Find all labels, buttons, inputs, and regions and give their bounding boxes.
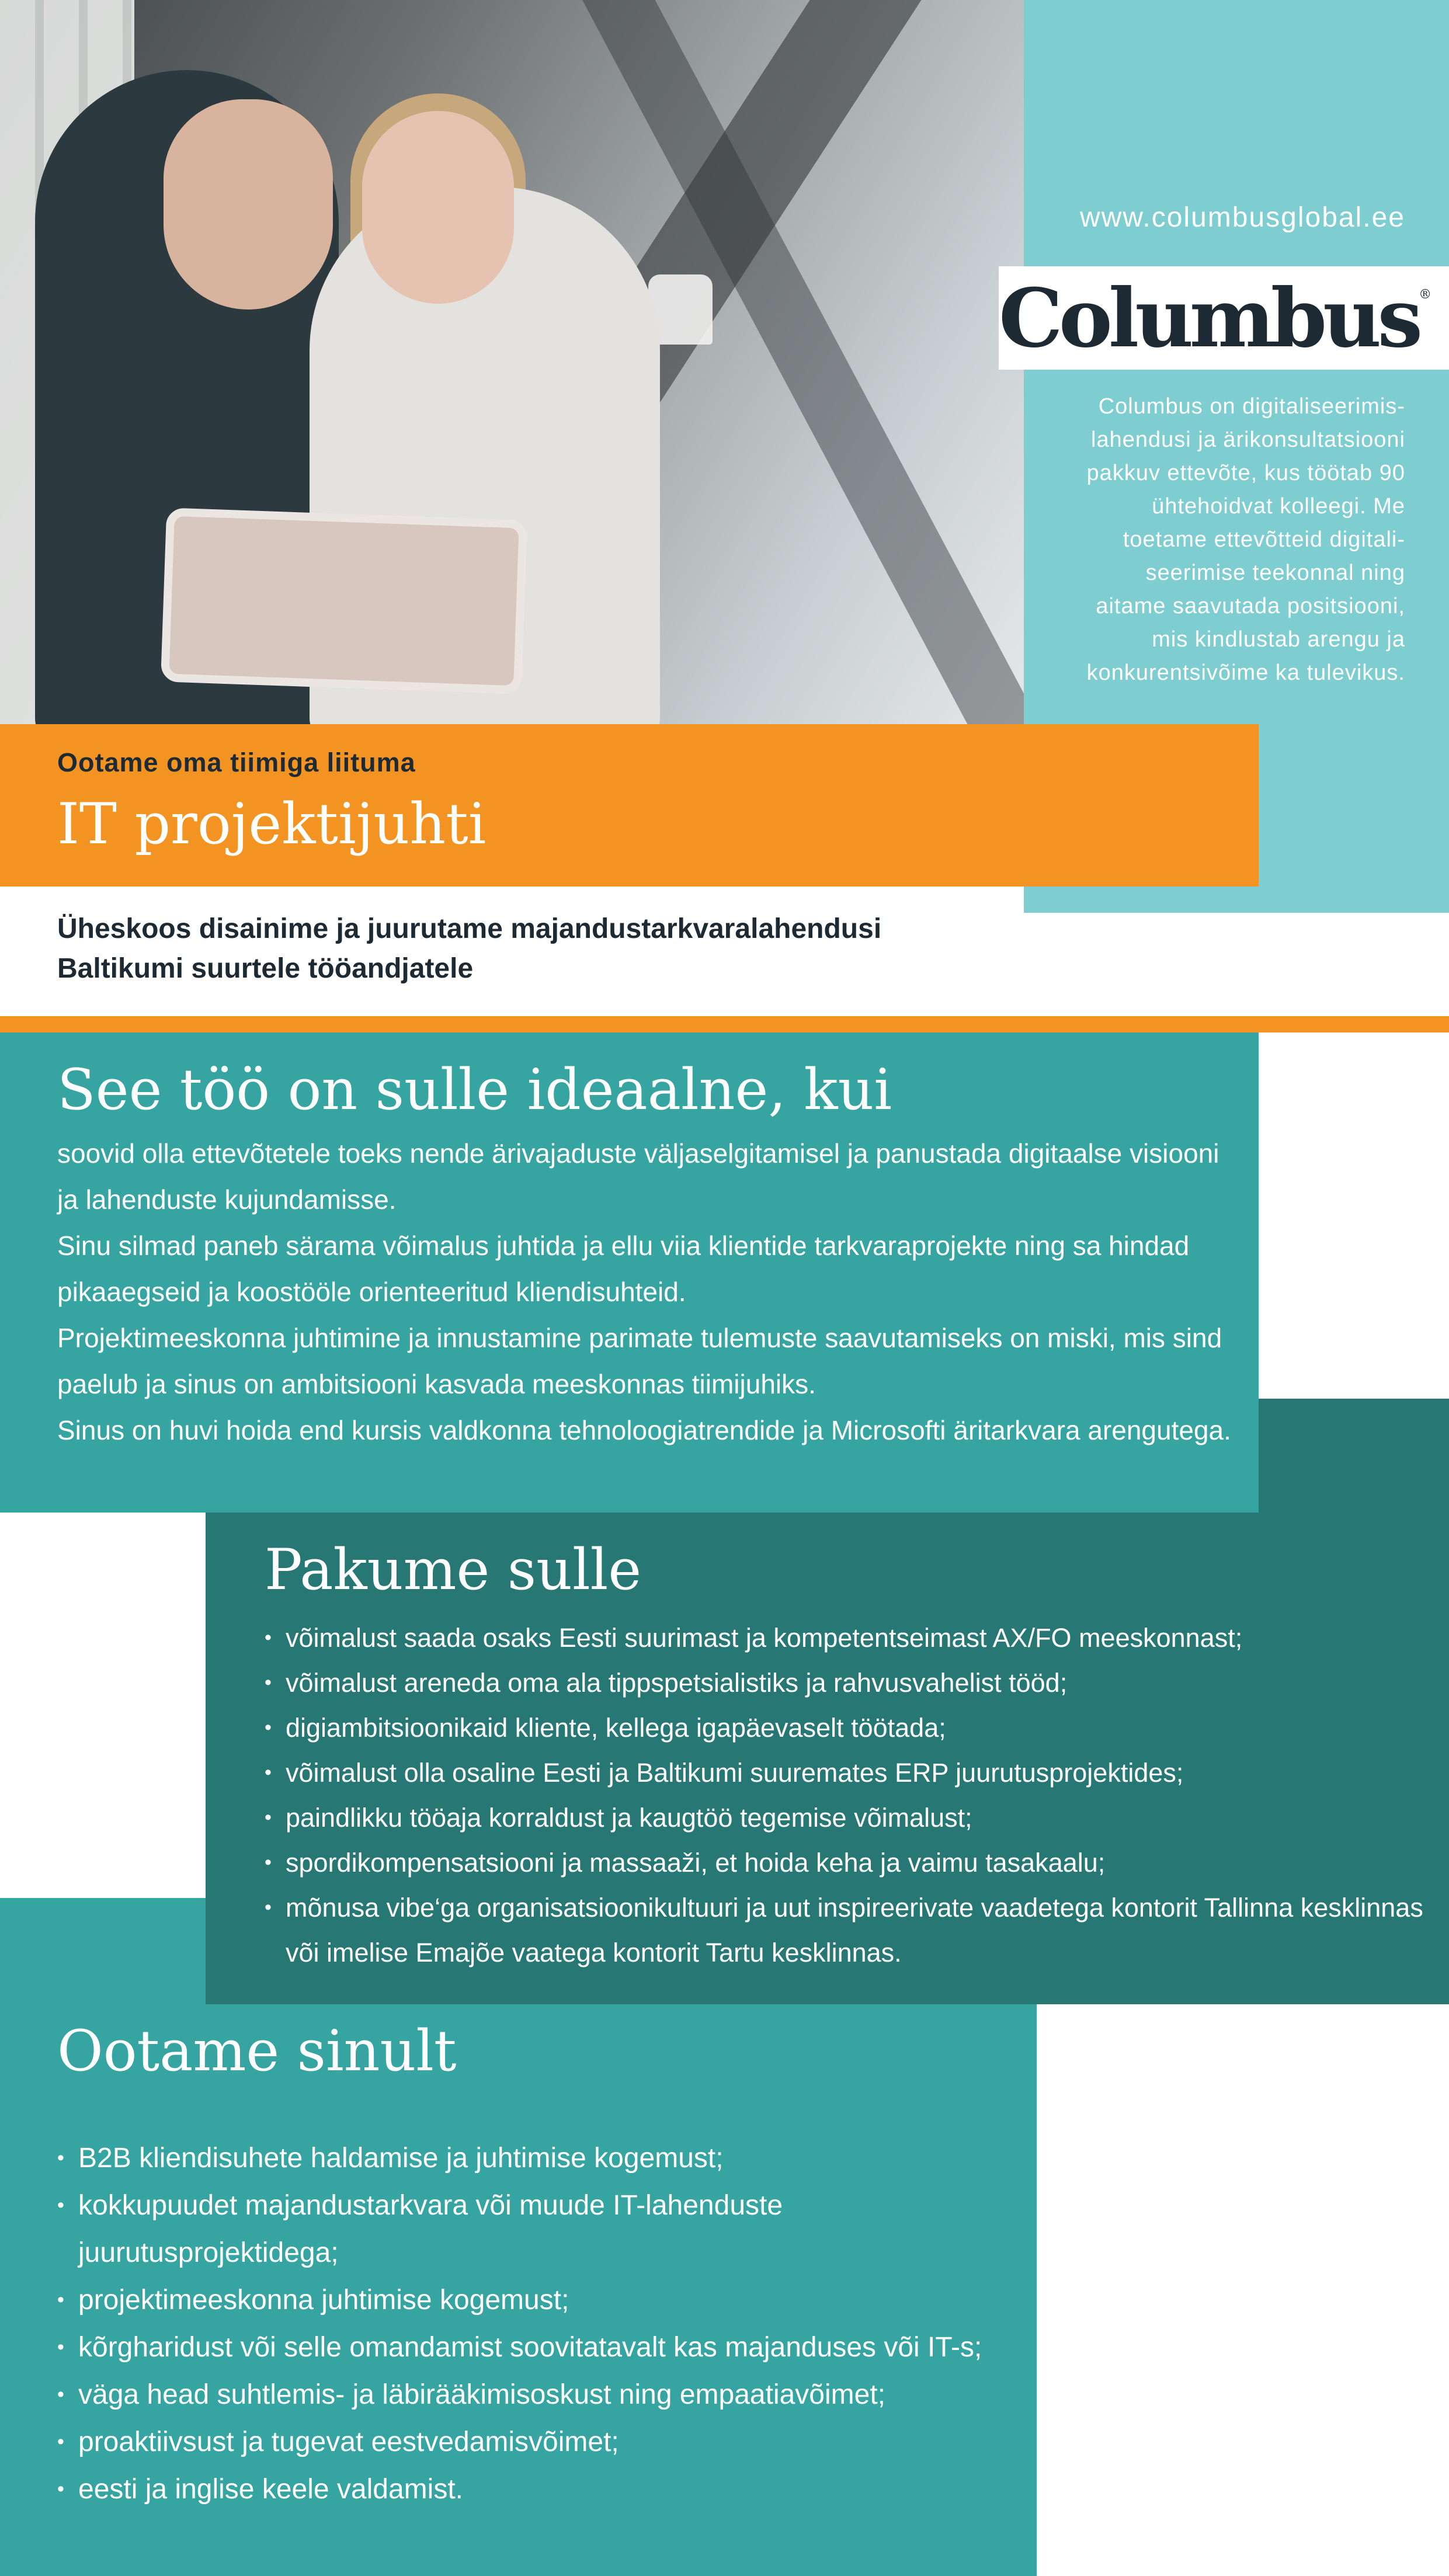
expect-list: [57, 2135, 1027, 2513]
expect-list-item: • väga head suhtlemis- ja läbirääkimisoskust ning empaatiavõimet;: [57, 2371, 1027, 2418]
ideal-paragraph: Sinus on huvi hoida end kursis valdkonna tehnoloogiatrendide ja Microsofti äritarkvara arengutega.: [57, 1415, 1231, 1445]
subheading: [57, 909, 992, 989]
company-description: [1040, 390, 1405, 690]
description-line: lahendusi ja ärikonsultatsiooni: [1091, 427, 1405, 452]
hero-photo: [0, 0, 1024, 724]
offer-list-item: • mõnusa vibe‘ga organisatsioonikultuuri ja uut inspireerivate vaadetega kontorit Tallinna kesklinnas või imelise Emajõe vaatega kontorit Tartu kesklinnas.: [265, 1885, 1427, 1975]
offer-list-item: • võimalust areneda oma ala tippspetsialistiks ja rahvusvahelist tööd;: [265, 1660, 1427, 1705]
expect-list-item: • proaktiivsust ja tugevat eestvedamisvõimet;: [57, 2418, 1027, 2466]
description-line: ühtehoidvat kolleegi. Me: [1152, 494, 1405, 519]
job-eyebrow: Ootame oma tiimiga liituma: [57, 748, 416, 777]
offer-section-title: Pakume sulle: [265, 1537, 642, 1602]
offer-list-item: • võimalust saada osaks Eesti suurimast ja kompetentseimast AX/FO meeskonnast;: [265, 1615, 1427, 1660]
company-logo: [999, 266, 1432, 370]
logo-text: Columbus: [999, 270, 1419, 366]
subheading-line: Baltikumi suurtele tööandjatele: [57, 953, 474, 984]
description-line: aitame saavutada positsiooni,: [1096, 594, 1405, 618]
website-link[interactable]: www.columbusglobal.ee: [1080, 202, 1405, 233]
description-line: toetame ettevõtteid digitali-: [1123, 527, 1405, 552]
offer-list-item: • digiambitsioonikaid kliente, kellega igapäevaselt töötada;: [265, 1705, 1427, 1750]
photo-tablet-shape: [161, 507, 527, 694]
description-line: seerimise teekonnal ning: [1145, 561, 1405, 585]
ideal-section-body: [57, 1131, 1231, 1454]
description-line: Columbus on digitaliseerimis-: [1098, 394, 1405, 419]
description-line: konkurentsivõime ka tulevikus.: [1086, 660, 1405, 685]
logo-registered-mark: ®: [1419, 287, 1432, 302]
ideal-section-title: See töö on sulle ideaalne, kui: [57, 1057, 892, 1122]
divider-line: [0, 1016, 1449, 1033]
offer-list-item: • võimalust olla osaline Eesti ja Baltikumi suuremates ERP juurutusprojektides;: [265, 1750, 1427, 1795]
expect-list-item: • kõrgharidust või selle omandamist soovitatavalt kas majanduses või IT-s;: [57, 2324, 1027, 2371]
expect-section-title: Ootame sinult: [57, 2018, 457, 2084]
offer-list-item: • spordikompensatsiooni ja massaaži, et hoida keha ja vaimu tasakaalu;: [265, 1840, 1427, 1885]
ideal-paragraph: soovid olla ettevõtetele toeks nende ärivajaduste väljaselgitamisel ja panustada digitaalse visiooni ja lahenduste kujundamisse.: [57, 1138, 1219, 1215]
description-line: mis kindlustab arengu ja: [1152, 627, 1405, 652]
photo-man-face-shape: [164, 99, 333, 310]
expect-list-item: • B2B kliendisuhete haldamise ja juhtimise kogemust;: [57, 2135, 1027, 2182]
offer-list-item: • paindlikku tööaja korraldust ja kaugtöö tegemise võimalust;: [265, 1795, 1427, 1840]
ideal-paragraph: Projektimeeskonna juhtimine ja innustamine parimate tulemuste saavutamiseks on miski, mis sind paelub ja sinus on ambitsiooni kasvada meeskonnas tiimijuhiks.: [57, 1323, 1222, 1399]
expect-list-item: • kokkupuudet majandustarkvara või muude IT-lahenduste juurutusprojektidega;: [57, 2182, 1027, 2276]
subheading-line: Üheskoos disainime ja juurutame majandustarkvaralahendusi: [57, 913, 882, 944]
expect-list-item: • projektimeeskonna juhtimise kogemust;: [57, 2276, 1027, 2324]
ideal-paragraph: Sinu silmad paneb särama võimalus juhtida ja ellu viia klientide tarkvaraprojekte ning sa hindad pikaaegseid ja koostööle orienteeritud kliendisuhteid.: [57, 1230, 1190, 1307]
offer-list: [265, 1615, 1427, 1975]
description-line: pakkuv ettevõte, kus töötab 90: [1086, 461, 1405, 485]
photo-woman-face-shape: [362, 111, 514, 304]
job-title: IT projektijuhti: [57, 791, 487, 857]
expect-list-item: • eesti ja inglise keele valdamist.: [57, 2466, 1027, 2513]
